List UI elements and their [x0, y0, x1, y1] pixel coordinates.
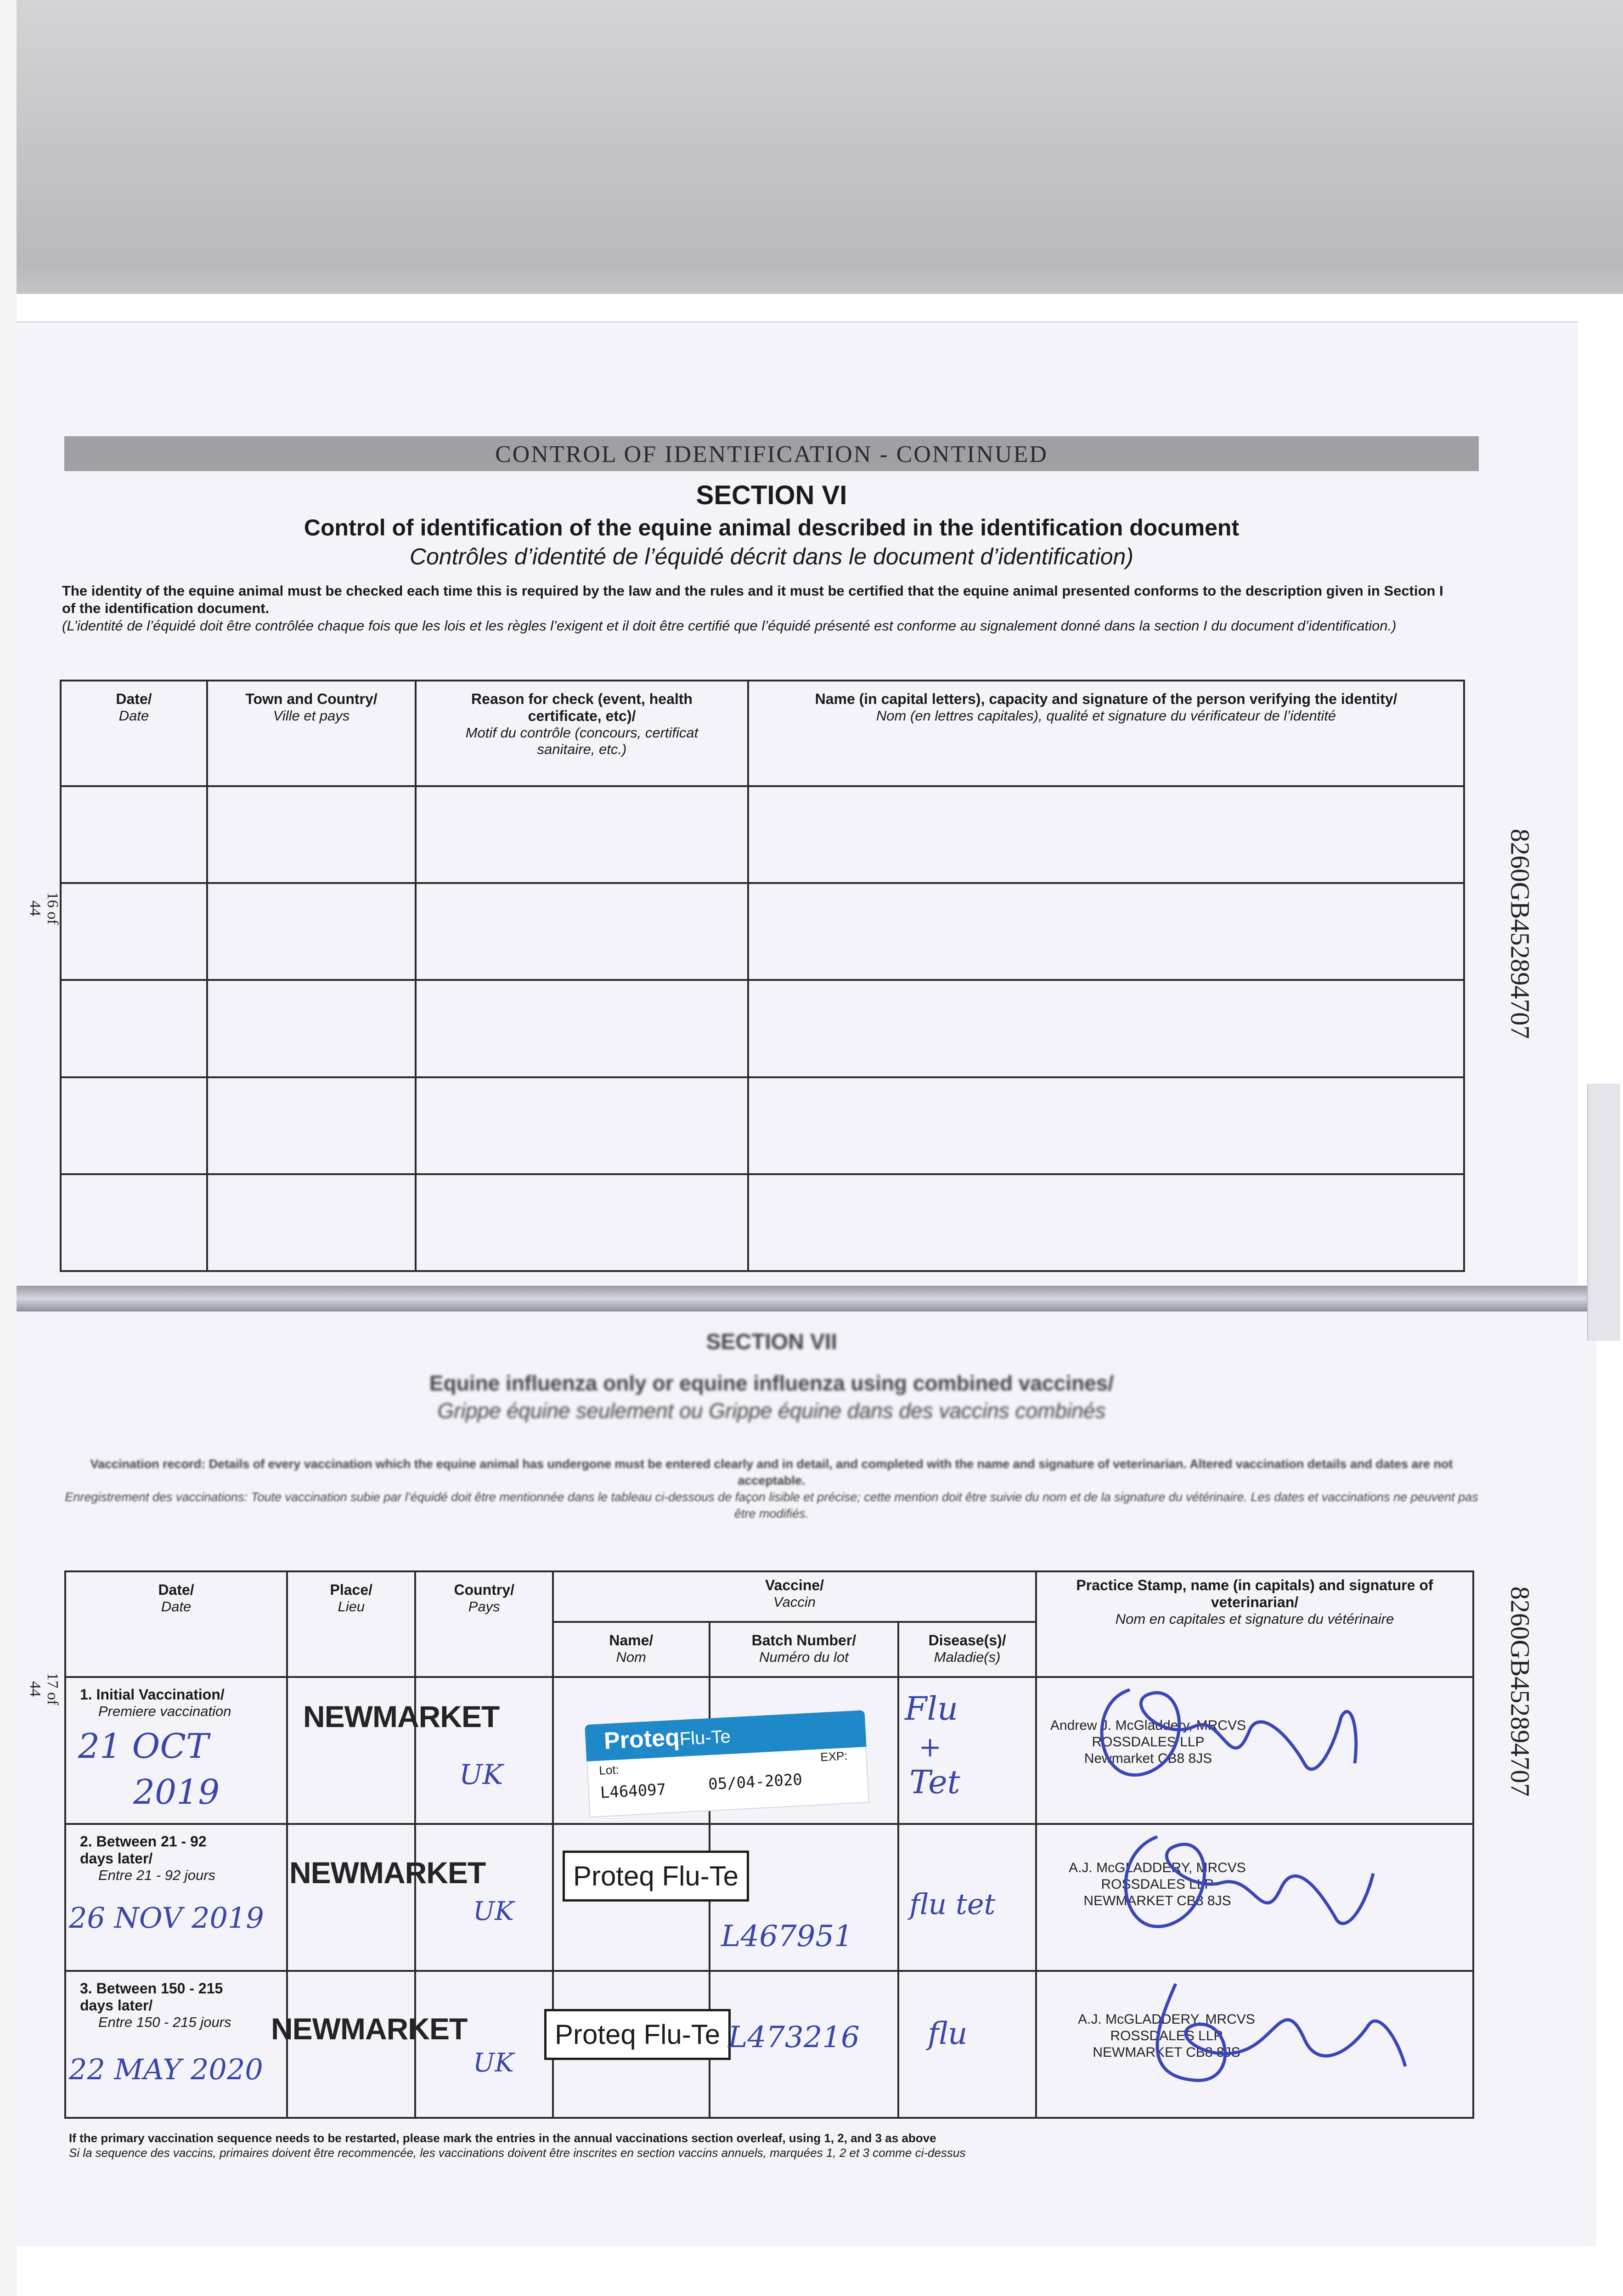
passport-binding: [17, 1286, 1596, 1311]
section-vi-title: SECTION VI: [696, 480, 847, 510]
row1-disease-1: Flu: [905, 1690, 958, 1728]
row3-place-stamp: NEWMARKET: [271, 2012, 468, 2046]
row3-disease: flu: [928, 2016, 968, 2051]
col-practice: Practice Stamp, name (in capitals) and signature of veterinarian/ Nom en capitales et signature du vétérinaire: [1036, 1571, 1473, 1677]
row1-vet-stamp: Andrew J. McGladdery, MRCVS ROSSDALES LLP Newmarket CB8 8JS: [1050, 1718, 1246, 1766]
page-number-16: 16 of 44: [27, 892, 61, 925]
identification-control-table: [60, 680, 1465, 1272]
section-vii-subtitle-fr: Grippe équine seulement ou Grippe équine dans des vaccins combinés: [437, 1399, 1106, 1423]
table-row: [61, 980, 1464, 1077]
row2-vet-signature: [1079, 1818, 1401, 1956]
col-verifier: Name (in capital letters), capacity and signature of the person verifying the identity/ Nom (en lettres capitales), qualité et signature du vérificateur de l’identité: [748, 681, 1464, 786]
intro-fr: (L’identité de l’équidé doit être contrôlée chaque fois que les lois et les règles l’exigent et il doit être certifié que l’équidé présenté est conforme au signalement donné dans la section I du document d’identification.): [62, 618, 1397, 634]
page-tab: [1587, 1084, 1620, 1341]
section-vii-subtitle-en: Equine influenza only or equine influenza using combined vaccines/: [429, 1371, 1114, 1395]
section-vi-subtitle-en: Control of identification of the equine animal described in the identification document: [304, 515, 1240, 540]
row2-disease: flu tet: [909, 1887, 996, 1921]
scan-edge: [0, 0, 17, 2296]
row3-batch: L473216: [728, 2020, 860, 2054]
row2-vet-stamp: A.J. McGLADDERY, MRCVS ROSSDALES LLP NEWMARKET CB8 8JS: [1069, 1860, 1246, 1908]
row3-vaccine-name-stamp: Proteq Flu-Te: [544, 2009, 731, 2060]
row1-disease-3: Tet: [909, 1763, 960, 1801]
row3-country: UK: [473, 2048, 514, 2078]
passport-number-upper: 8260GB452894707: [1505, 828, 1535, 1039]
section-vi-intro: [62, 582, 1454, 635]
vaccine-sticker: [585, 1710, 869, 1817]
vaccination-footnote: If the primary vaccination sequence needs to be restarted, please mark the entries in the annual vaccinations section overleaf, using 1, 2, and 3 as above Si la sequence des vaccins, primaires doivent être recommencée, les vaccinations doivent être inscrites en section vaccins annuels, marquées 1, 2 et 3 comme ci-dessus: [69, 2131, 966, 2160]
col-disease: Disease(s)/ Maladie(s): [898, 1622, 1036, 1677]
col-date: Date/ Date: [61, 681, 207, 786]
section-vi-subtitle-fr: Contrôles d’identité de l’équidé décrit dans le document d’identification): [410, 544, 1133, 569]
section-vii-title: SECTION VII: [706, 1330, 837, 1354]
table-row: [61, 883, 1464, 980]
col-reason: Reason for check (event, health certificate, etc)/ Motif du contrôle (concours, certificat sanitaire, etc.): [416, 681, 748, 786]
row1-place-stamp: NEWMARKET: [303, 1699, 500, 1733]
section-vii-intro: Vaccination record: Details of every vaccination which the equine animal has undergone must be entered clearly and in detail, and completed with the name and signature of veterinarian. Altered vaccination details and dates are not acceptable. Enregistrement des vaccinations: Toute vaccination subie par l’équidé doit être mentionnée dans le tableau ci-dessous de façon lisible et précise; cette mention doit être suivie du nom et de la signature du vétérinaire. Les dates et vaccinations ne peuvent pas être modifiés.: [65, 1457, 1478, 1520]
col-batch: Batch Number/ Numéro du lot: [710, 1622, 899, 1677]
sticker-lot: L464097: [599, 1780, 667, 1802]
col-place: Place/ Lieu: [287, 1571, 415, 1677]
row2-date: 26 NOV 2019: [69, 1901, 264, 1935]
row1-country: UK: [459, 1759, 503, 1791]
sticker-brand: Proteq: [603, 1724, 681, 1755]
vaccination-row-2: 2. Between 21 - 92 days later/ Entre 21 - 92 jours: [65, 1824, 1473, 1971]
table-row: [61, 786, 1464, 883]
row1-date-line2: 2019: [133, 1773, 220, 1812]
row2-batch: L467951: [721, 1919, 853, 1953]
col-date: Date/ Date: [65, 1571, 287, 1677]
col-vaccine: Vaccine/ Vaccin: [553, 1571, 1036, 1622]
row3-vet-signature: [1111, 1970, 1433, 2108]
intro-en: The identity of the equine animal must be checked each time this is required by the law and the rules and it must be certified that the equine animal presented conforms to the description given in Section I of the identification document.: [62, 583, 1443, 616]
table-row: [61, 1077, 1464, 1174]
row1-vet-signature: [1056, 1671, 1378, 1809]
scanner-background: [0, 0, 1623, 294]
row2-place-stamp: NEWMARKET: [289, 1856, 486, 1890]
row3-date: 22 MAY 2020: [69, 2053, 263, 2086]
col-vaccine-name: Name/ Nom: [553, 1622, 709, 1677]
col-country: Country/ Pays: [415, 1571, 553, 1677]
row3-vet-stamp: A.J. McGLADDERY, MRCVS ROSSDALES LLP NEWMARKET CB8 8JS: [1078, 2012, 1255, 2060]
row1-date-line1: 21 OCT: [78, 1727, 209, 1766]
vaccination-row-3: 3. Between 150 - 215 days later/ Entre 150 - 215 jours: [65, 1971, 1473, 2118]
sticker-exp: 05/04-2020: [708, 1770, 803, 1794]
col-town-country: Town and Country/ Ville et pays: [207, 681, 416, 786]
passport-number-lower: 8260GB452894707: [1505, 1586, 1535, 1797]
sticker-product: Flu-Te: [679, 1726, 731, 1750]
table-row: [61, 1174, 1464, 1271]
page-number-17: 17 of 44: [27, 1672, 61, 1705]
vaccination-row-1: 1. Initial Vaccination/ Premiere vaccination: [65, 1677, 1473, 1824]
row2-vaccine-name-stamp: Proteq Flu-Te: [563, 1851, 749, 1902]
section-banner-text: CONTROL OF IDENTIFICATION - CONTINUED: [495, 441, 1048, 467]
sticker-body: Lot: EXP: L464097 05/04-2020: [586, 1747, 869, 1818]
row1-disease-2: +: [919, 1731, 942, 1763]
row2-country: UK: [473, 1896, 514, 1926]
